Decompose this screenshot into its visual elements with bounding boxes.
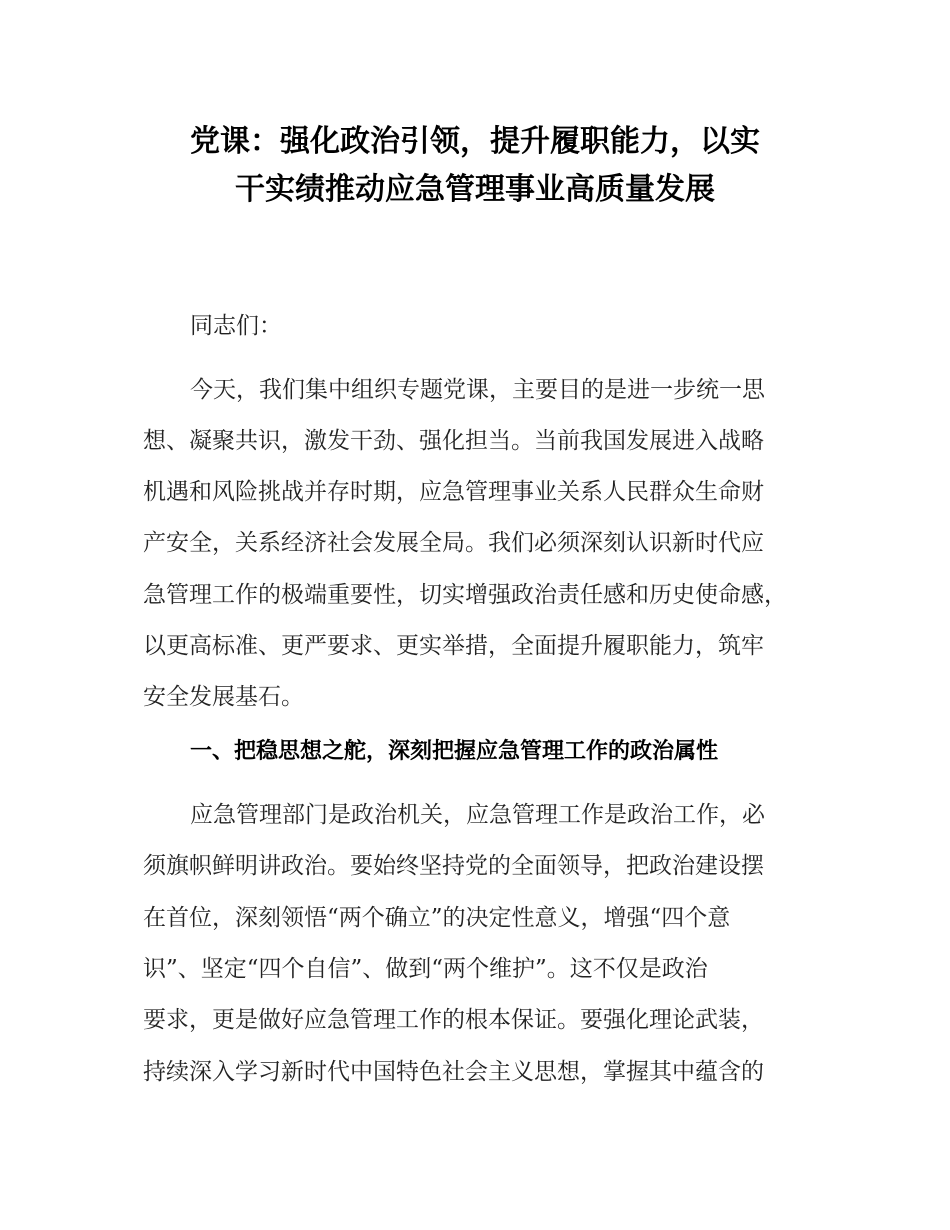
paragraph-line: 要求，更是做好应急管理工作的根本保证。要强化理论武装， [143,1007,764,1033]
section-heading: 一、把稳思想之舵，深刻把握应急管理工作的政治属性 [190,739,719,764]
greeting: 同志们： [190,313,282,339]
title-line-2: 干实绩推动应急管理事业高质量发展 [235,172,715,207]
paragraph-line: 今天，我们集中组织专题党课，主要目的是进一步统一思 [190,377,765,403]
paragraph-line: 以更高标准、更严要求、更实举措，全面提升履职能力，筑牢 [143,633,764,659]
paragraph-line: 产安全，关系经济社会发展全局。我们必须深刻认识新时代应 [143,530,764,556]
paragraph-line: 须旗帜鲜明讲政治。要始终坚持党的全面领导，把政治建设摆 [143,853,764,879]
paragraph-line: 应急管理部门是政治机关，应急管理工作是政治工作，必 [190,802,765,828]
title-line-1: 党课：强化政治引领，提升履职能力，以实 [190,124,760,159]
paragraph-line: 识”、坚定“四个自信”、做到“两个维护”。这不仅是政治 [143,956,708,982]
paragraph-line: 机遇和风险挑战并存时期，应急管理事业关系人民群众生命财 [143,479,764,505]
paragraph-line: 持续深入学习新时代中国特色社会主义思想，掌握其中蕴含的 [143,1059,764,1085]
paragraph-line: 急管理工作的极端重要性，切实增强政治责任感和历史使命感， [143,582,787,608]
document-title [0,118,950,214]
paragraph-line: 在首位，深刻领悟“两个确立”的决定性意义，增强“四个意 [143,905,731,931]
paragraph-line: 安全发展基石。 [143,684,304,710]
paragraph-line: 想、凝聚共识，激发干劲、强化担当。当前我国发展进入战略 [143,428,764,454]
